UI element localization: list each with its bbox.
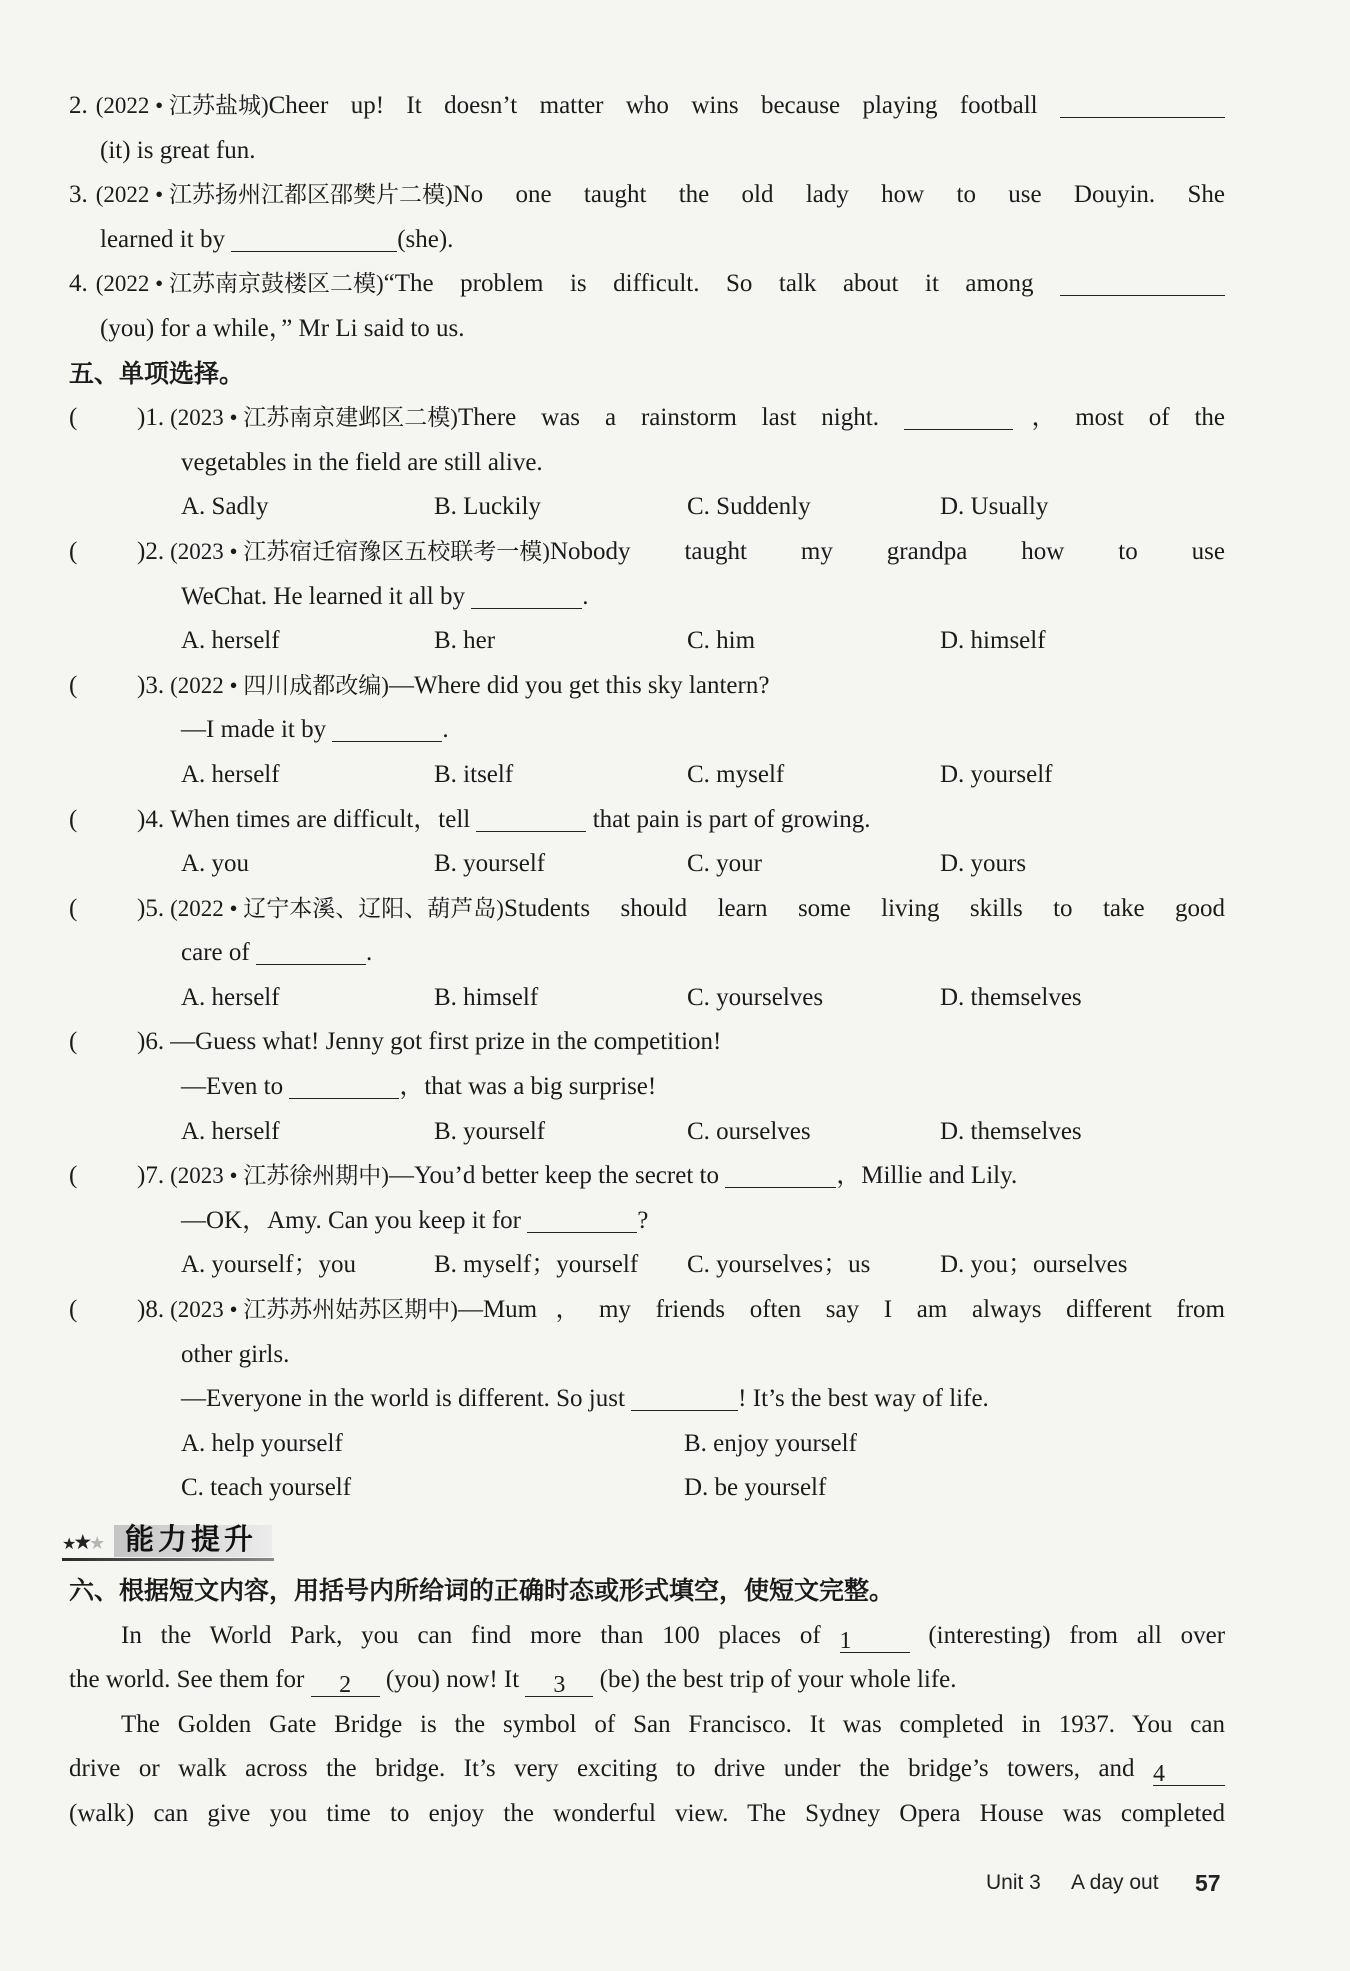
option-a: A. you bbox=[181, 850, 250, 878]
passage-text: (be) the best trip of your whole life. bbox=[599, 1666, 957, 1693]
mc-question-7-options bbox=[69, 1243, 1225, 1288]
answer-blank bbox=[256, 942, 366, 965]
question-text: —Guess what! Jenny got first prize in the competition! bbox=[170, 1028, 722, 1056]
mc-question-1-line-2 bbox=[69, 441, 1225, 486]
option-b: B. yourself bbox=[434, 850, 546, 878]
answer-paren: ( bbox=[69, 1296, 78, 1324]
answer-blank bbox=[527, 1210, 637, 1233]
passage-p1-line-2 bbox=[69, 1658, 1225, 1703]
fill-in-item-2-line-2 bbox=[69, 129, 1225, 174]
mc-question-7-line-2 bbox=[69, 1199, 1225, 1244]
option-a: A. herself bbox=[181, 983, 280, 1011]
answer-paren: ( bbox=[69, 404, 78, 432]
question-number: )7. bbox=[137, 1162, 165, 1190]
option-d: D. Usually bbox=[940, 493, 1049, 521]
option-d: D. themselves bbox=[940, 983, 1082, 1011]
answer-paren: ( bbox=[69, 805, 78, 833]
section-heading-multiple-choice: 五、单项选择。 bbox=[69, 359, 245, 388]
question-number: 3. bbox=[69, 181, 88, 209]
question-source: (2023 • 江苏苏州姑苏区期中) bbox=[170, 1297, 458, 1323]
page-number: 57 bbox=[1195, 1870, 1221, 1896]
question-source: (2022 • 江苏南京鼓楼区二模) bbox=[95, 271, 384, 297]
option-c: C. myself bbox=[687, 760, 785, 788]
question-source: (2023 • 江苏南京建邺区二模) bbox=[170, 405, 458, 431]
question-text: —I made it by bbox=[181, 716, 327, 744]
question-text: ，that was a big surprise! bbox=[399, 1073, 657, 1101]
mc-question-3-line-2 bbox=[69, 708, 1225, 753]
mc-question-2-line-2 bbox=[69, 575, 1225, 620]
question-text: care of bbox=[181, 939, 250, 967]
option-d: D. themselves bbox=[940, 1117, 1082, 1145]
option-c: C. him bbox=[687, 627, 756, 655]
mc-question-8-options-row-2 bbox=[69, 1466, 1225, 1511]
mc-question-1-line-1 bbox=[69, 396, 1225, 441]
footer-unit-title: A day out bbox=[1071, 1871, 1159, 1894]
question-text: vegetables in the field are still alive. bbox=[181, 448, 543, 476]
passage-text: (you) now! It bbox=[385, 1666, 520, 1693]
question-text: WeChat. He learned it all by bbox=[181, 582, 465, 610]
option-b: B. himself bbox=[434, 983, 539, 1011]
question-number: )5. bbox=[137, 894, 165, 922]
question-text: ，most of the bbox=[1012, 404, 1226, 432]
stars-icon: ★★★ bbox=[62, 1530, 106, 1554]
question-number: 4. bbox=[69, 270, 88, 298]
mc-question-1-options bbox=[69, 485, 1225, 530]
question-text: —OK，Amy. Can you keep it for bbox=[181, 1206, 521, 1234]
option-a: A. herself bbox=[181, 627, 280, 655]
question-text: (it) is great fun. bbox=[100, 136, 256, 164]
section-badge-ability bbox=[62, 1519, 274, 1563]
mc-question-8-line-2 bbox=[69, 1333, 1225, 1378]
question-text: —Even to bbox=[181, 1073, 284, 1101]
passage-p2-line-3 bbox=[69, 1792, 1225, 1837]
question-text: —Mum，my friends often say I am always different from bbox=[457, 1296, 1225, 1324]
answer-paren: ( bbox=[69, 1162, 78, 1190]
badge-title: 能力提升 bbox=[125, 1524, 258, 1556]
question-text: learned it by bbox=[100, 225, 225, 253]
passage-text: The Golden Gate Bridge is the symbol of San Francisco. It was completed in 1937. You can bbox=[121, 1710, 1225, 1738]
answer-blank bbox=[332, 719, 442, 742]
question-text: Students should learn some living skills to take good bbox=[503, 894, 1225, 922]
question-number: )2. bbox=[137, 537, 165, 565]
passage-text: drive or walk across the bridge. It’s very exciting to drive under the bridge’s towers, and bbox=[69, 1755, 1135, 1782]
question-number: )1. bbox=[137, 404, 165, 432]
question-source: (2023 • 江苏徐州期中) bbox=[170, 1163, 389, 1189]
question-number: )8. bbox=[137, 1296, 165, 1324]
question-text: other girls. bbox=[181, 1340, 290, 1368]
question-text: (you) for a while，” Mr Li said to us. bbox=[100, 314, 465, 342]
fill-in-item-2-line-1 bbox=[69, 84, 1225, 129]
option-c: C. your bbox=[687, 850, 762, 878]
answer-blank bbox=[1060, 273, 1225, 296]
answer-blank bbox=[631, 1388, 738, 1411]
option-b: B. her bbox=[434, 627, 496, 655]
passage-p2-line-1 bbox=[69, 1703, 1225, 1748]
question-source: (2022 • 江苏盐城) bbox=[95, 93, 269, 118]
question-source: (2022 • 四川成都改编) bbox=[170, 672, 389, 698]
option-b: B. yourself bbox=[434, 1117, 546, 1145]
answer-paren: ( bbox=[69, 671, 78, 699]
exercise-column bbox=[69, 84, 1225, 1511]
option-c: C. ourselves bbox=[687, 1117, 811, 1145]
option-a: A. herself bbox=[181, 1117, 280, 1145]
answer-paren: ( bbox=[69, 537, 78, 565]
question-text: that pain is part of growing. bbox=[592, 805, 871, 833]
option-d: D. be yourself bbox=[684, 1474, 827, 1502]
option-c: C. Suddenly bbox=[687, 493, 811, 521]
passage-text: (walk) can give you time to enjoy the wonderful view. The Sydney Opera House was completed bbox=[69, 1799, 1225, 1827]
option-b: B. Luckily bbox=[434, 493, 541, 521]
question-text: When times are difficult，tell bbox=[170, 805, 471, 833]
answer-blank bbox=[471, 586, 582, 609]
mc-question-8-line-3 bbox=[69, 1377, 1225, 1422]
answer-blank bbox=[476, 809, 586, 832]
question-text: —Where did you get this sky lantern? bbox=[388, 671, 770, 699]
mc-question-8-line-1 bbox=[69, 1288, 1225, 1333]
question-text: Cheer up! It doesn’t matter who wins because playing football bbox=[268, 92, 1038, 119]
passage-p1-line-1 bbox=[69, 1614, 1225, 1659]
mc-question-3-line-1 bbox=[69, 664, 1225, 709]
option-d: D. you；ourselves bbox=[940, 1251, 1128, 1279]
numbered-blank-1: 1 bbox=[840, 1630, 910, 1653]
answer-blank bbox=[1060, 95, 1225, 118]
question-number: 2. bbox=[69, 92, 88, 119]
mc-question-2-options bbox=[69, 619, 1225, 664]
mc-question-8-options-row-1 bbox=[69, 1422, 1225, 1467]
answer-paren: ( bbox=[69, 1028, 78, 1056]
question-text: . bbox=[365, 939, 373, 967]
fill-in-item-4-line-2 bbox=[69, 307, 1225, 352]
mc-question-7-line-1 bbox=[69, 1154, 1225, 1199]
mc-question-6-line-2 bbox=[69, 1065, 1225, 1110]
question-number: )3. bbox=[137, 671, 165, 699]
option-a: A. yourself；you bbox=[181, 1251, 356, 1279]
passage-text: In the World Park, you can find more than 100 places of bbox=[121, 1621, 821, 1649]
question-source: (2022 • 辽宁本溪、辽阳、葫芦岛) bbox=[170, 895, 504, 921]
question-text: ! It’s the best way of life. bbox=[738, 1385, 989, 1413]
numbered-blank-4: 4 bbox=[1153, 1763, 1225, 1786]
answer-blank bbox=[725, 1165, 836, 1188]
question-text: . bbox=[582, 582, 589, 610]
mc-question-2-line-1 bbox=[69, 530, 1225, 575]
question-text: . bbox=[442, 716, 449, 744]
question-text: —Everyone in the world is different. So just bbox=[181, 1385, 625, 1413]
mc-question-6-options bbox=[69, 1110, 1225, 1155]
answer-paren: ( bbox=[69, 894, 78, 922]
answer-blank bbox=[904, 407, 1013, 430]
question-number: )4. bbox=[137, 805, 165, 833]
question-text: There was a rainstorm last night. bbox=[457, 404, 879, 432]
section-heading-passage: 六、根据短文内容，用括号内所给词的正确时态或形式填空，使短文完整。 bbox=[69, 1577, 895, 1605]
numbered-blank-2: 2 bbox=[311, 1674, 380, 1697]
option-d: D. yourself bbox=[940, 760, 1053, 788]
question-source: (2023 • 江苏宿迁宿豫区五校联考一模) bbox=[170, 538, 550, 564]
option-d: D. yours bbox=[940, 850, 1027, 878]
option-a: A. Sadly bbox=[181, 493, 269, 521]
option-b: B. myself；yourself bbox=[434, 1251, 639, 1279]
mc-question-5-line-1 bbox=[69, 887, 1225, 932]
question-text: ? bbox=[637, 1206, 649, 1234]
option-c: C. yourselves；us bbox=[687, 1251, 871, 1279]
question-text: “The problem is difficult. So talk about it among bbox=[383, 270, 1034, 298]
numbered-blank-3: 3 bbox=[525, 1674, 593, 1697]
answer-blank bbox=[231, 229, 397, 252]
option-b: B. itself bbox=[434, 760, 514, 788]
fill-in-item-3-line-1 bbox=[69, 173, 1225, 218]
footer-unit: Unit 3 bbox=[986, 1871, 1041, 1894]
mc-question-5-line-2 bbox=[69, 931, 1225, 976]
option-a: A. herself bbox=[181, 760, 280, 788]
option-d: D. himself bbox=[940, 627, 1046, 655]
question-number: )6. bbox=[137, 1028, 165, 1056]
answer-blank bbox=[289, 1076, 399, 1099]
passage-text: (interesting) from all over bbox=[928, 1621, 1226, 1649]
mc-question-5-options bbox=[69, 976, 1225, 1021]
mc-question-6-line-1 bbox=[69, 1020, 1225, 1065]
mc-question-4-line-1 bbox=[69, 798, 1225, 843]
option-c: C. teach yourself bbox=[181, 1474, 352, 1502]
mc-question-4-options bbox=[69, 842, 1225, 887]
mc-question-3-options bbox=[69, 753, 1225, 798]
fill-in-item-4-line-1 bbox=[69, 262, 1225, 307]
passage-p2-line-2 bbox=[69, 1747, 1225, 1792]
passage-section bbox=[69, 1569, 1225, 1836]
option-b: B. enjoy yourself bbox=[684, 1429, 857, 1457]
question-hint: (she). bbox=[397, 225, 454, 253]
fill-in-item-3-line-2 bbox=[69, 218, 1225, 263]
question-text: —You’d better keep the secret to bbox=[388, 1162, 719, 1190]
passage-text: the world. See them for bbox=[69, 1666, 305, 1693]
question-source: (2022 • 江苏扬州江都区邵樊片二模) bbox=[95, 182, 453, 208]
option-a: A. help yourself bbox=[181, 1429, 343, 1457]
option-c: C. yourselves bbox=[687, 983, 824, 1011]
question-text: ，Millie and Lily. bbox=[836, 1162, 1018, 1190]
question-text: Nobody taught my grandpa how to use bbox=[549, 537, 1225, 565]
question-text: No one taught the old lady how to use Douyin. She bbox=[452, 181, 1225, 209]
